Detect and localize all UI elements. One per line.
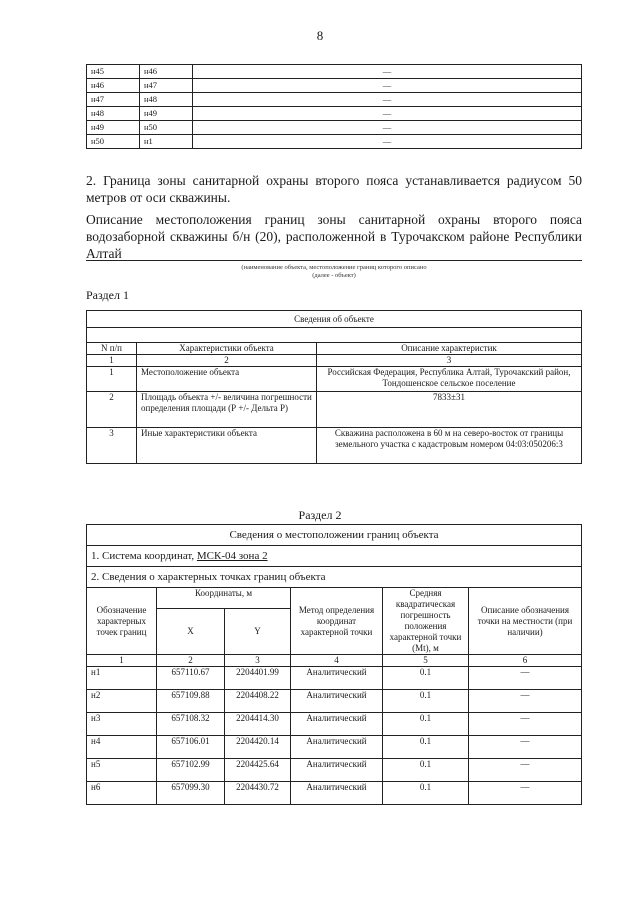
point-id: н2 (87, 690, 157, 713)
index-cell: 1 (87, 355, 137, 367)
segment-to: н1 (140, 135, 193, 149)
empty-row (87, 328, 582, 343)
table-row (87, 367, 582, 392)
accuracy: 0.1 (383, 782, 469, 805)
method: Аналитический (291, 759, 383, 782)
segment-from: н48 (87, 107, 140, 121)
header-y: Y (225, 609, 291, 655)
row-characteristic: Иные характеристики объекта (137, 428, 317, 464)
coordinate-system-row (87, 546, 582, 567)
point-description: — (469, 690, 582, 713)
segment-description: — (193, 79, 582, 93)
accuracy: 0.1 (383, 736, 469, 759)
section-1-title: Раздел 1 (86, 288, 129, 302)
row-description: Скважина расположена в 60 м на северо-восток от границы земельного участка с кадастровым номером 04:03:050206:3 (317, 428, 582, 464)
header-coordinates: Координаты, м (157, 588, 291, 609)
point-id: н1 (87, 667, 157, 690)
index-cell: 2 (137, 355, 317, 367)
row-num: 1 (87, 367, 137, 392)
boundary-segments-table (86, 64, 582, 149)
segment-description: — (193, 121, 582, 135)
paragraph-zone-boundary: 2. Граница зоны санитарной охраны второго пояса устанавливается радиусом 50 метров от оси скважины. (86, 173, 582, 205)
point-id: н4 (87, 736, 157, 759)
coord-x: 657106.01 (157, 736, 225, 759)
index-cell: 2 (157, 655, 225, 667)
table-row (87, 79, 582, 93)
table-title: Сведения о местоположении границ объекта (87, 525, 582, 546)
point-id: н3 (87, 713, 157, 736)
method: Аналитический (291, 782, 383, 805)
table-row (87, 392, 582, 428)
point-description: — (469, 736, 582, 759)
caption-line-2: (далее - объект) (312, 272, 356, 279)
index-cell: 5 (383, 655, 469, 667)
coord-y: 2204408.22 (225, 690, 291, 713)
row-characteristic: Площадь объекта +/- величина погрешности определения площади (Р +/- Дельта Р) (137, 392, 317, 428)
coord-y: 2204401.99 (225, 667, 291, 690)
coord-y: 2204425.64 (225, 759, 291, 782)
coord-x: 657099.30 (157, 782, 225, 805)
table-row (87, 121, 582, 135)
method: Аналитический (291, 690, 383, 713)
point-description: — (469, 667, 582, 690)
segment-to: н49 (140, 107, 193, 121)
header-point-designation: Обозначение характерных точек границ (87, 588, 157, 655)
segment-to: н48 (140, 93, 193, 107)
header-accuracy: Средняя квадратическая погрешность положения характерной точки (Mt), м (383, 588, 469, 655)
index-cell: 1 (87, 655, 157, 667)
point-description: — (469, 759, 582, 782)
segment-from: н46 (87, 79, 140, 93)
coordinate-system-value: МСК-04 зона 2 (196, 550, 268, 562)
paragraph-location-description: Описание местоположения границ зоны санитарной охраны второго пояса водозаборной скважины б/н (20), расположенной в Турочакском районе Республики Алтай (86, 212, 582, 261)
segment-from: н50 (87, 135, 140, 149)
method: Аналитический (291, 713, 383, 736)
object-name-caption (86, 264, 582, 280)
section-2-title: Раздел 2 (298, 508, 342, 522)
coord-y: 2204430.72 (225, 782, 291, 805)
table-row (87, 667, 582, 690)
table-row (87, 713, 582, 736)
header-point-description: Описание обозначения точки на местности (при наличии) (469, 588, 582, 655)
table-row (87, 759, 582, 782)
index-cell: 3 (225, 655, 291, 667)
coord-y: 2204420.14 (225, 736, 291, 759)
coord-x: 657109.88 (157, 690, 225, 713)
row-characteristic: Местоположение объекта (137, 367, 317, 392)
row-description: Российская Федерация, Республика Алтай, Турочакский район, Тондошенское сельское поселение (317, 367, 582, 392)
segment-to: н46 (140, 65, 193, 79)
method: Аналитический (291, 667, 383, 690)
table-row (87, 65, 582, 79)
row-description: 7833±31 (317, 392, 582, 428)
segment-from: н49 (87, 121, 140, 135)
boundary-coordinates-table (86, 524, 582, 805)
header-description: Описание характеристик (317, 343, 582, 355)
point-id: н6 (87, 782, 157, 805)
accuracy: 0.1 (383, 667, 469, 690)
coordinate-system-label: 1. Система координат, (91, 550, 197, 562)
table-row (87, 690, 582, 713)
segment-description: — (193, 93, 582, 107)
table-row (87, 782, 582, 805)
index-cell: 3 (317, 355, 582, 367)
points-section-title: 2. Сведения о характерных точках границ объекта (87, 567, 582, 588)
header-num: N п/п (87, 343, 137, 355)
table-row (87, 428, 582, 464)
coord-y: 2204414.30 (225, 713, 291, 736)
accuracy: 0.1 (383, 690, 469, 713)
page-number: 8 (316, 28, 324, 43)
table-row (87, 736, 582, 759)
header-characteristic: Характеристики объекта (137, 343, 317, 355)
row-num: 2 (87, 392, 137, 428)
table-row (87, 135, 582, 149)
point-id: н5 (87, 759, 157, 782)
accuracy: 0.1 (383, 759, 469, 782)
table-row (87, 107, 582, 121)
header-x: X (157, 609, 225, 655)
segment-from: н45 (87, 65, 140, 79)
segment-description: — (193, 135, 582, 149)
method: Аналитический (291, 736, 383, 759)
accuracy: 0.1 (383, 713, 469, 736)
index-cell: 4 (291, 655, 383, 667)
segment-to: н47 (140, 79, 193, 93)
header-method: Метод определения координат характерной точки (291, 588, 383, 655)
segment-from: н47 (87, 93, 140, 107)
point-description: — (469, 713, 582, 736)
table-row (87, 93, 582, 107)
object-info-table (86, 310, 582, 464)
coord-x: 657110.67 (157, 667, 225, 690)
point-description: — (469, 782, 582, 805)
row-num: 3 (87, 428, 137, 464)
segment-description: — (193, 107, 582, 121)
caption-line-1: (наименование объекта, местоположение границ которого описано (241, 264, 427, 271)
coord-x: 657108.32 (157, 713, 225, 736)
table-title: Сведения об объекте (87, 311, 582, 328)
coord-x: 657102.99 (157, 759, 225, 782)
index-cell: 6 (469, 655, 582, 667)
segment-to: н50 (140, 121, 193, 135)
segment-description: — (193, 65, 582, 79)
object-name-underline (86, 260, 582, 261)
